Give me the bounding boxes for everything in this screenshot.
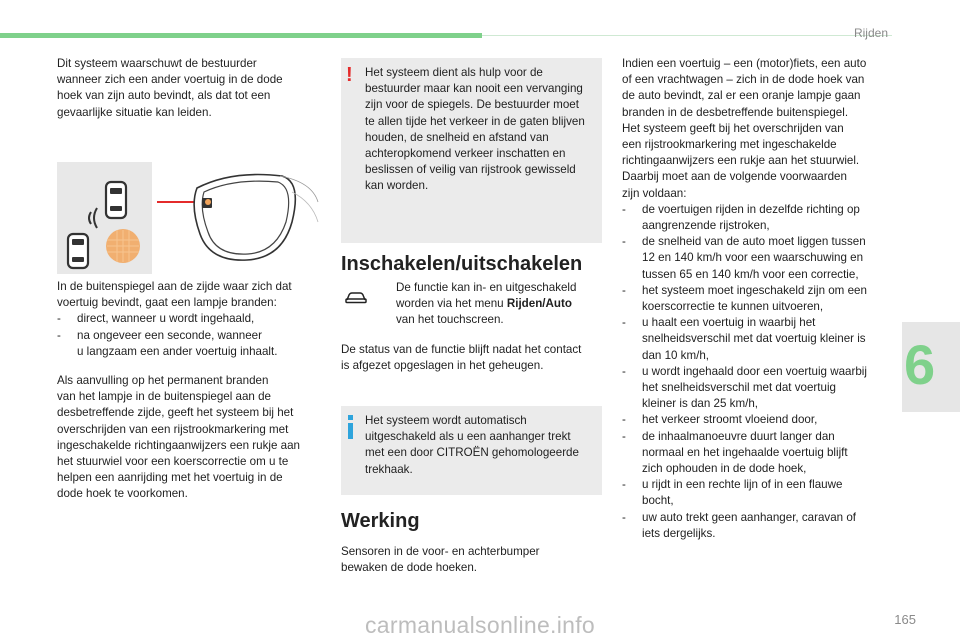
list-item-text: u haalt een voertuig in waarbij het [642, 316, 816, 330]
text-line: Het systeem geeft bij het overschrijden van [622, 121, 844, 135]
text-line: het stuurwiel voor een koerscorrectie om u te [57, 455, 289, 469]
exclamation-icon: ! [346, 64, 353, 86]
werking-paragraph [341, 544, 540, 576]
list-item: - u rijdt in een rechte lijn of in een flauwe [622, 478, 843, 492]
text-line: Sensoren in de voor- en achterbumper [341, 545, 540, 558]
page-number: 165 [894, 612, 916, 627]
text-line: branden in de desbetreffende buitenspiegel. [622, 105, 849, 119]
text-line: Het systeem wordt automatisch [365, 414, 527, 427]
list-item-text: het verkeer stroomt vloeiend door, [642, 413, 818, 427]
list-item-text: kleiner is dan 25 km/h, [642, 397, 758, 411]
text-line: een rijstrookmarkering met ingeschakelde [622, 138, 837, 152]
status-paragraph [341, 342, 581, 374]
text-line: trekhaak. [365, 462, 413, 476]
list-item-text: u rijdt in een rechte lijn of in een flauwe [642, 478, 843, 492]
list-item-text: uw auto trekt geen aanhanger, caravan of [642, 510, 856, 524]
info-icon [348, 415, 353, 420]
list-item: - direct, wanneer u wordt ingehaald, [57, 312, 255, 326]
list-item: - de inhaalmanoeuvre duurt langer dan [622, 429, 835, 443]
text-line: Indien een voertuig – een (motor)fiets, een auto [622, 57, 867, 70]
text-line: hoek van zijn auto bevindt, als dat tot een [57, 89, 271, 103]
text-line: dode hoek te voorkomen. [57, 487, 188, 501]
text-line: Het systeem dient als hulp voor de [365, 66, 543, 79]
list-item-text: iets dergelijks. [642, 526, 716, 540]
list-item-text: de snelheid van de auto moet liggen tussen [642, 235, 866, 249]
mirror-panel [152, 162, 320, 274]
text-line: ingeschakelde richtingaanwijzers een rukje aan [57, 438, 300, 452]
text-line [396, 296, 576, 312]
list-item-text: het snelheidsverschil met dat voertuig [642, 381, 836, 395]
list-item: - de voertuigen rijden in dezelfde richting op [622, 202, 860, 216]
header-rule [482, 35, 892, 36]
list-item: - het verkeer stroomt vloeiend door, [622, 413, 818, 427]
list-item: - de snelheid van de auto moet liggen tussen [622, 235, 866, 249]
list-item: - na ongeveer een seconde, wanneer [57, 328, 262, 342]
heading-werking: Werking [341, 510, 420, 532]
watermark: carmanualsonline.info [364, 612, 596, 638]
text-line: Dit systeem waarschuwt de bestuurder [57, 57, 257, 70]
list-item-text: het systeem moet ingeschakeld zijn om een [642, 283, 867, 297]
text-line: zijn voldaan: [622, 186, 687, 200]
list-item-text: normaal en het ingehaalde voertuig blijft [642, 445, 848, 459]
list-item-text: koerscorrectie te kunnen uitvoeren, [642, 300, 824, 314]
list-item-text: de voertuigen rijden in dezelfde richting op [642, 202, 860, 216]
list-item: - uw auto trekt geen aanhanger, caravan of [622, 510, 856, 524]
info-icon-bar [348, 423, 353, 439]
blind-spot-mirror-illustration [57, 162, 320, 274]
chapter-number: 6 [904, 333, 936, 396]
info-box [341, 406, 602, 495]
list-item: - het systeem moet ingeschakeld zijn om een [622, 283, 867, 297]
list-item-text: na ongeveer een seconde, wanneer [77, 328, 262, 342]
text-line: desbetreffende zijde, geeft het systeem bij het [57, 406, 294, 420]
text-line: met een door CITROËN gehomologeerde [365, 446, 579, 460]
toggle-paragraph [396, 280, 576, 329]
heading-toggle: Inschakelen/uitschakelen [341, 253, 583, 275]
warning-box [341, 58, 602, 243]
text-line: bestuurder maar kan nooit een vervanging [365, 82, 583, 96]
text-line: of een vrachtwagen – zich in de dode hoek van [622, 73, 865, 87]
text-line: uitgeschakeld als u een aanhanger trekt [365, 430, 571, 444]
text-line: te allen tijde het verkeer in de gaten blijven [365, 114, 585, 128]
list-item-text: zich ophouden in de dode hoek, [642, 462, 807, 476]
text-line: De functie kan in- en uitgeschakeld [396, 281, 577, 294]
text-line: kan worden. [365, 179, 429, 193]
text-line: In de buitenspiegel aan de zijde waar zich dat [57, 280, 292, 293]
intro-paragraph [57, 56, 283, 121]
text-line: overschrijden van een rijstrookmarkering met [57, 422, 289, 436]
text-line: wanneer zich een ander voertuig in de dode [57, 73, 283, 87]
text-line: de auto bevindt, zal er een oranje lampje gaan [622, 89, 861, 103]
list-item: - u wordt ingehaald door een voertuig waarbij [622, 364, 867, 378]
list-item-text: 12 en 140 km/h voor een waarschuwing en [642, 251, 864, 265]
section-title: Rijden [853, 26, 888, 40]
conditions-paragraph [622, 56, 867, 542]
text-line: beslissen of veilig van rijstrook gewisseld [365, 163, 576, 177]
text-line: van het touchscreen. [396, 313, 504, 327]
text-line: is afgezet opgeslagen in het geheugen. [341, 359, 544, 373]
list-item-text: tussen 65 en 140 km/h voor een correctie, [642, 267, 859, 281]
list-item-text: direct, wanneer u wordt ingehaald, [77, 312, 255, 326]
text-line: zijn voor de spiegels. De bestuurder moet [365, 98, 579, 112]
text-line: achteropkomend verkeer inschatten en [365, 147, 566, 161]
info-text [365, 413, 579, 478]
text-line: gevaarlijke situatie kan leiden. [57, 105, 212, 119]
list-item-text: aangrenzende rijstroken, [642, 219, 770, 233]
list-item-text: u wordt ingehaald door een voertuig waarbij [642, 364, 867, 378]
text-line: richtingaanwijzers een rukje aan het stuurwiel. [622, 154, 860, 168]
car-diagram-panel [57, 162, 152, 274]
text-line: houden, de snelheid en afstand van [365, 130, 549, 144]
text-line: helpen een aanrijding met het voertuig in de [57, 471, 283, 485]
list-item-text: u langzaam een ander voertuig inhaalt. [77, 344, 278, 358]
list-item-text: de inhaalmanoeuvre duurt langer dan [642, 429, 835, 443]
text-line: Daarbij moet aan de volgende voorwaarden [622, 170, 847, 184]
list-item-text: bocht, [642, 494, 674, 508]
text-line: De status van de functie blijft nadat het contact [341, 343, 582, 356]
text-line: van het lampje in de buitenspiegel aan de [57, 390, 271, 404]
extra-paragraph [57, 373, 300, 503]
car-touchscreen-icon [345, 290, 367, 304]
header-accent-bar [0, 33, 482, 38]
list-item-text: snelheidsverschil met dat voertuig kleiner is [642, 332, 866, 346]
list-item: - u haalt een voertuig in waarbij het [622, 316, 816, 330]
text-fragment: worden via het menu [396, 297, 507, 311]
side-mirror-icon [152, 162, 320, 274]
mirror-paragraph [57, 279, 292, 360]
menu-path: Rijden/Auto [506, 297, 572, 311]
text-line: voertuig bevindt, gaat een lampje branden: [57, 296, 277, 310]
blind-spot-cars-icon [57, 162, 152, 274]
list-item-text: dan 10 km/h, [642, 348, 710, 362]
text-line: bewaken de dode hoeken. [341, 561, 478, 575]
text-line: Als aanvulling op het permanent branden [57, 374, 269, 387]
warning-text [365, 65, 585, 195]
